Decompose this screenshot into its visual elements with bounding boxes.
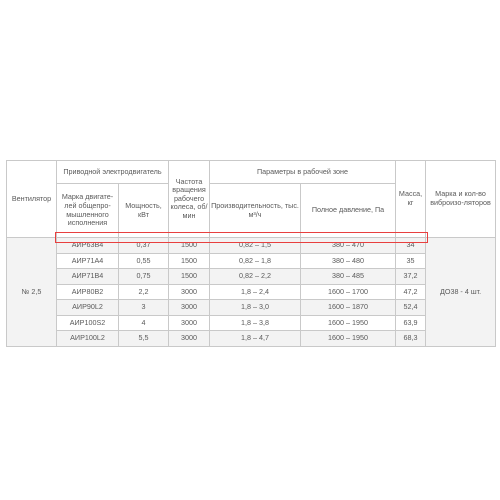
header-fan: Вентилятор [7, 161, 57, 238]
pressure-cell: 1600 – 1870 [301, 300, 396, 316]
pressure-cell: 380 – 480 [301, 253, 396, 269]
header-pressure: Полное давление, Па [301, 184, 396, 238]
performance-cell: 1,8 – 2,4 [210, 284, 301, 300]
header-work-zone: Параметры в рабочей зоне [210, 161, 396, 184]
header-vibro: Марка и кол-во виброизо-ляторов [426, 161, 496, 238]
motor-brand-cell: АИР90L2 [57, 300, 119, 316]
performance-cell: 0,82 – 1,8 [210, 253, 301, 269]
mass-cell: 37,2 [396, 269, 426, 285]
performance-cell: 0,82 – 2,2 [210, 269, 301, 285]
frequency-cell: 3000 [169, 284, 210, 300]
motor-brand-cell: АИР71А4 [57, 253, 119, 269]
motor-brand-cell: АИР71В4 [57, 269, 119, 285]
motor-brand-cell: АИР80В2 [57, 284, 119, 300]
header-row-1 [7, 161, 496, 184]
vibro-isolator-cell: ДО38 - 4 шт. [426, 238, 496, 347]
table-row [7, 269, 496, 285]
frequency-cell: 3000 [169, 300, 210, 316]
performance-cell: 0,82 – 1,5 [210, 238, 301, 254]
power-cell: 4 [119, 315, 169, 331]
performance-cell: 1,8 – 3,0 [210, 300, 301, 316]
fan-model-cell: № 2,5 [7, 238, 57, 347]
header-motor-brand: Марка двигате-лей общепро-мышленного исполнения [57, 184, 119, 238]
pressure-cell: 1600 – 1950 [301, 315, 396, 331]
header-performance: Производительность, тыс. м³/ч [210, 184, 301, 238]
performance-cell: 1,8 – 3,8 [210, 315, 301, 331]
frequency-cell: 3000 [169, 315, 210, 331]
table-row [7, 284, 496, 300]
power-cell: 0,75 [119, 269, 169, 285]
table-row [7, 253, 496, 269]
header-power: Мощность, кВт [119, 184, 169, 238]
performance-cell: 1,8 – 4,7 [210, 331, 301, 347]
table-row [7, 300, 496, 316]
mass-cell: 68,3 [396, 331, 426, 347]
header-mass: Масса, кг [396, 161, 426, 238]
frequency-cell: 1500 [169, 238, 210, 254]
mass-cell: 63,9 [396, 315, 426, 331]
power-cell: 5,5 [119, 331, 169, 347]
power-cell: 3 [119, 300, 169, 316]
pressure-cell: 380 – 485 [301, 269, 396, 285]
motor-brand-cell: АИР100S2 [57, 315, 119, 331]
power-cell: 2,2 [119, 284, 169, 300]
header-frequency: Частота вращения рабочего колеса, об/мин [169, 161, 210, 238]
mass-cell: 34 [396, 238, 426, 254]
motor-brand-cell: АИР63В4 [57, 238, 119, 254]
frequency-cell: 1500 [169, 269, 210, 285]
table-row [7, 315, 496, 331]
frequency-cell: 3000 [169, 331, 210, 347]
mass-cell: 52,4 [396, 300, 426, 316]
power-cell: 0,55 [119, 253, 169, 269]
mass-cell: 47,2 [396, 284, 426, 300]
pressure-cell: 1600 – 1950 [301, 331, 396, 347]
frequency-cell: 1500 [169, 253, 210, 269]
power-cell: 0,37 [119, 238, 169, 254]
header-drive-motor: Приводной электродвигатель [57, 161, 169, 184]
table-row [7, 331, 496, 347]
fan-spec-table [6, 160, 496, 347]
pressure-cell: 1600 – 1700 [301, 284, 396, 300]
pressure-cell: 380 – 470 [301, 238, 396, 254]
table-row [7, 238, 496, 254]
motor-brand-cell: АИР100L2 [57, 331, 119, 347]
mass-cell: 35 [396, 253, 426, 269]
